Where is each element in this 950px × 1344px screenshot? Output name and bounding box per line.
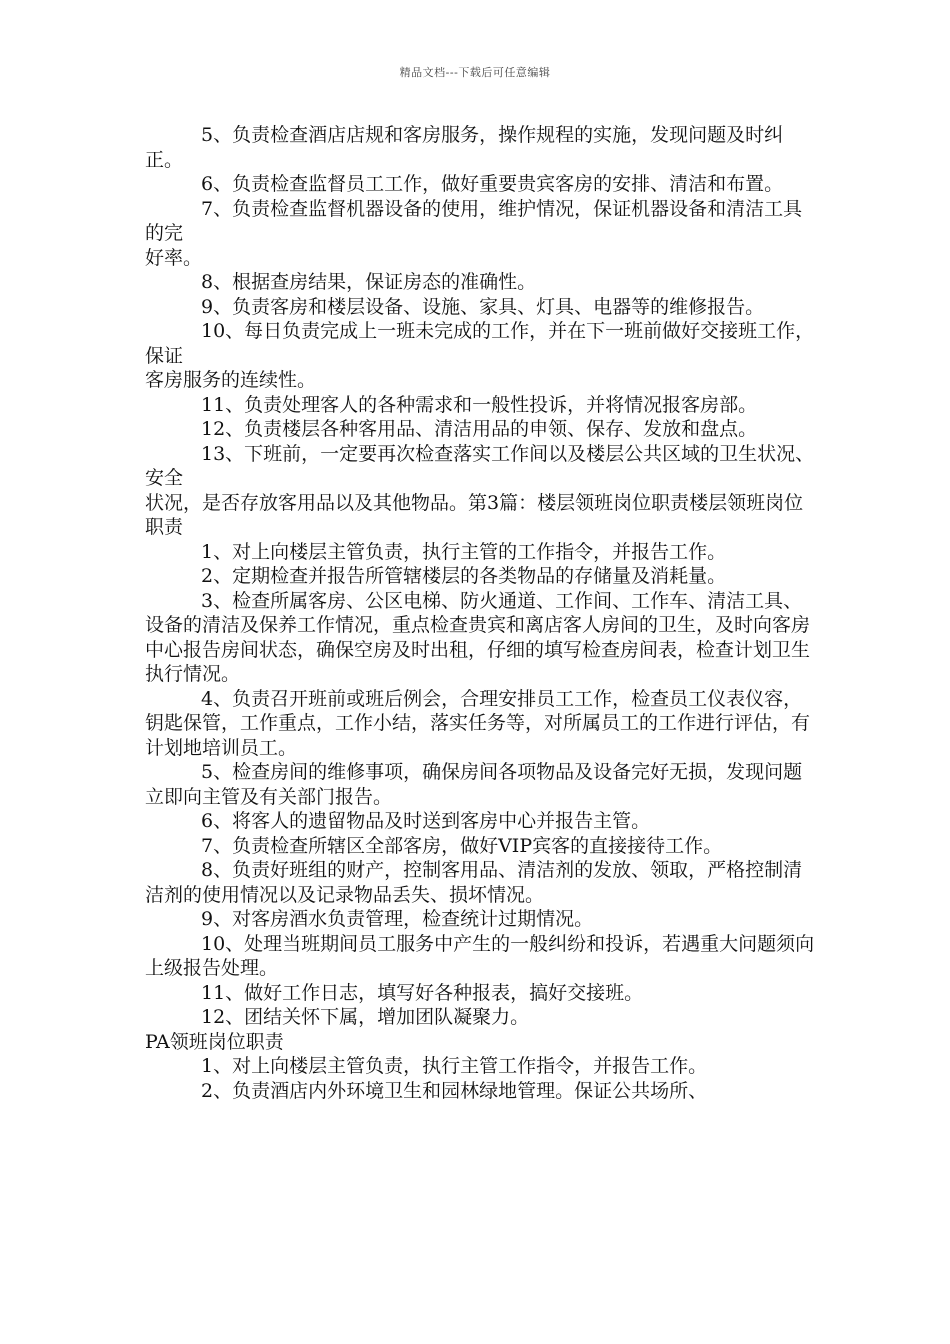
paragraph: 10、每日负责完成上一班未完成的工作，并在下一班前做好交接班工作，保证 [145,320,815,367]
paragraph: 9、对客房酒水负责管理，检查统计过期情况。 [201,908,594,930]
paragraph: 状况，是否存放客用品以及其他物品。第3篇：楼层领班岗位职责楼层领班岗位职责 [145,491,804,538]
paragraph: 2、负责酒店内外环境卫生和园林绿地管理。保证公共场所、 [201,1079,708,1102]
paragraph: 3、检查所属客房、公区电梯、防火通道、工作间、工作车、清洁工具、设备的清洁及保养工作情况，重点检查贵宾和离店客人房间的卫生，及时向客房中心报告房间状态，确保空房及时出租，仔细的填写检查房间表，检查计划卫生执行情况。 [145,589,811,685]
paragraph: 12、团结关怀下属，增加团队凝聚力。 [201,1006,530,1028]
document-body [145,123,817,1103]
page-header: 精品文档---下载后可任意编辑 [399,66,551,79]
paragraph: 5、负责检查酒店店规和客房服务，操作规程的实施，发现问题及时纠正。 [145,124,784,171]
paragraph: 10、处理当班期间员工服务中产生的一般纠纷和投诉，若遇重大问题须向上级报告处理。 [145,932,815,979]
paragraph: 6、负责检查监督员工工作，做好重要贵宾客房的安排、清洁和布置。 [201,173,784,195]
paragraph: 11、做好工作日志，填写好各种报表，搞好交接班。 [201,981,644,1004]
paragraph: 客房服务的连续性。 [145,369,317,391]
paragraph: 6、将客人的遗留物品及时送到客房中心并报告主管。 [201,810,651,832]
paragraph: 13、下班前，一定要再次检查落实工作间以及楼层公共区域的卫生状况、安全 [145,442,815,489]
paragraph: 4、负责召开班前或班后例会，合理安排员工工作，检查员工仪表仪容，钥匙保管，工作重点，工作小结，落实任务等，对所属员工的工作进行评估，有计划地培训员工。 [145,687,811,759]
paragraph: 7、负责检查所辖区全部客房，做好VIP宾客的直接接待工作。 [201,834,723,857]
paragraph: 11、负责处理客人的各种需求和一般性投诉，并将情况报客房部。 [201,393,758,416]
paragraph: 7、负责检查监督机器设备的使用，维护情况，保证机器设备和清洁工具的完 [145,197,803,244]
paragraph: 8、根据查房结果，保证房态的准确性。 [201,271,537,293]
paragraph: 8、负责好班组的财产，控制客用品、清洁剂的发放、领取，严格控制清洁剂的使用情况以及记录物品丢失、损坏情况。 [145,859,803,906]
paragraph: 12、负责楼层各种客用品、清洁用品的申领、保存、发放和盘点。 [201,418,758,440]
paragraph: 5、检查房间的维修事项，确保房间各项物品及设备完好无损，发现问题立即向主管及有关部门报告。 [145,761,803,808]
paragraph: 2、定期检查并报告所管辖楼层的各类物品的存储量及消耗量。 [201,565,727,587]
paragraph: 1、对上向楼层主管负责，执行主管工作指令，并报告工作。 [201,1055,708,1077]
paragraph: 9、负责客房和楼层设备、设施、家具、灯具、电器等的维修报告。 [201,295,765,318]
paragraph: PA领班岗位职责 [145,1030,284,1053]
paragraph: 好率。 [145,246,203,269]
paragraph: 1、对上向楼层主管负责，执行主管的工作指令，并报告工作。 [201,540,727,563]
